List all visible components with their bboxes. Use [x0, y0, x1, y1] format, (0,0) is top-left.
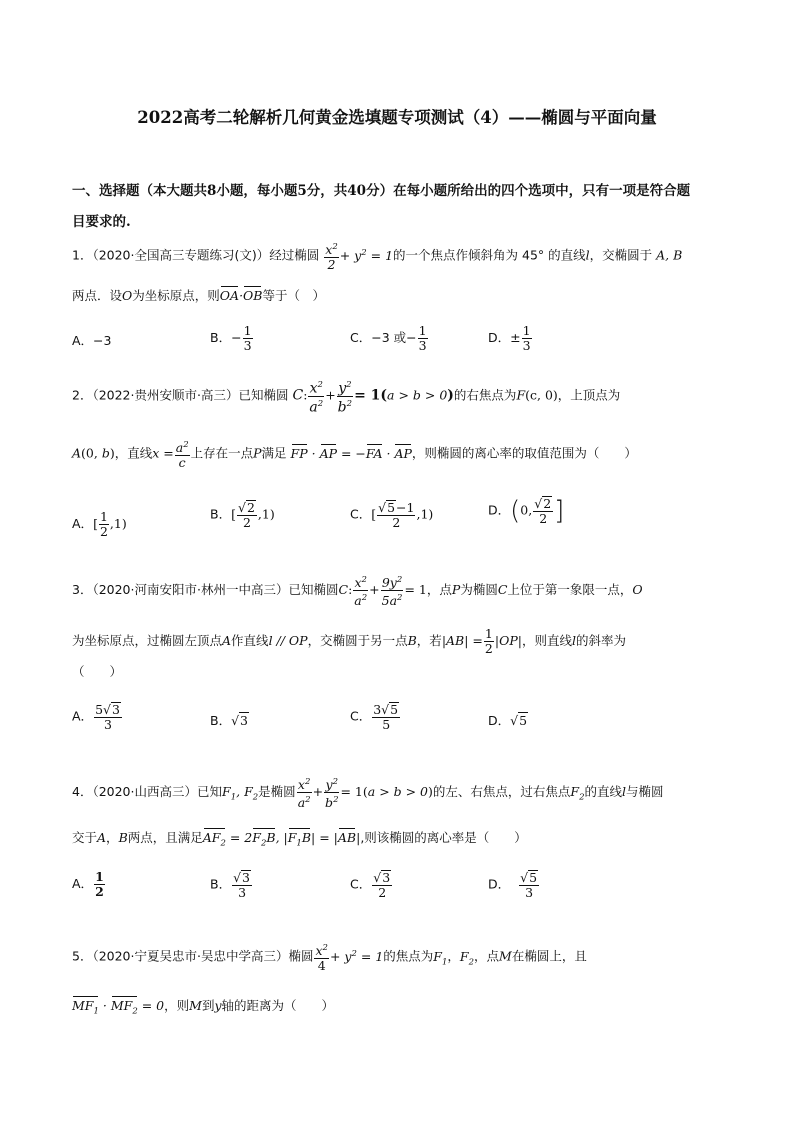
option-a[interactable]: A． $\frac{1}{2}$	[72, 869, 104, 899]
question-1-source: 1．（2020·全国高三专题练习(文)）	[72, 247, 270, 263]
option-d[interactable]: D．√5	[488, 713, 528, 728]
question-4-source: 4．（2020·山西高三）	[72, 784, 197, 800]
question-5-line2: $MF_1 \cdot MF_2 = 0$，则M到y轴的距离为（ ）	[72, 998, 334, 1020]
option-c[interactable]: C．−3 或− $\frac{1}{3}$	[350, 323, 427, 353]
question-4-line2: 交于A，B两点，且满足$AF_2 = 2F_2B$, $|F_1B| = |AB|$,则该椭圆的离心率是（ ）	[72, 830, 527, 852]
option-a[interactable]: A． $\frac{5√3}{3}$	[72, 702, 120, 732]
question-5-line1: 5．（2020·宁夏吴忠市·吴忠中学高三）椭圆 $\frac{x^2}{4}$ + $y^2 = 1$的焦点为$F_1$，$F_2$，点M在椭圆上，且	[72, 943, 587, 974]
option-d[interactable]: D． $\frac{√5}{3}$	[488, 870, 538, 900]
option-c[interactable]: C． $\frac{√3}{2}$	[350, 870, 391, 900]
question-1-line2: 两点．设O为坐标原点，则OA·OB等于（ ）	[72, 288, 325, 303]
question-2-source: 2．（2022·贵州安顺市·高三）	[72, 387, 239, 403]
question-4-line1: 4．（2020·山西高三）已知$F_1$, $F_2$是椭圆 $\frac{x^2}{a^2}$ + $\frac{y^2}{b^2}$ = 1(a > b > 0)的左、右焦点，过右焦点$F_2$的直线l与椭圆	[72, 777, 664, 811]
option-d[interactable]: D．± $\frac{1}{3}$	[488, 323, 531, 353]
option-d[interactable]: D．(0, $\frac{√2}{2}$ ]	[488, 496, 565, 526]
option-b[interactable]: B． $\frac{√3}{3}$	[210, 870, 250, 900]
option-a[interactable]: A．−3	[72, 333, 112, 348]
question-3-line2: 为坐标原点，过椭圆左顶点A作直线l // OP，交椭圆于另一点B，若|AB| = $\frac{1}{2}$ |OP|，则直线l的斜率为	[72, 626, 626, 656]
page-title: 2022高考二轮解析几何黄金选填题专项测试（4）——椭圆与平面向量	[137, 108, 657, 127]
question-3-line1: 3．（2020·河南安阳市·林州一中高三）已知椭圆C: $\frac{x^2}{a^2}$ + $\frac{9y^2}{5a^2}$ = 1，点P为椭圆C上位于第一象限一点，O	[72, 575, 643, 609]
option-c[interactable]: C． $\frac{3√5}{5}$	[350, 702, 399, 732]
option-c[interactable]: C．[ $\frac{√5-1}{2}$ ,1)	[350, 500, 434, 530]
option-b[interactable]: B．[ $\frac{√2}{2}$ ,1)	[210, 500, 275, 530]
question-2-line1: 2．（2022·贵州安顺市·高三）已知椭圆 C: $\frac{x^2}{a^2}$ + $\frac{y^2}{b^2}$ = 1(a > b > 0)的右焦点为F(c, 0)，上顶点为	[72, 380, 621, 416]
question-1-line1: 1．（2020·全国高三专题练习(文)）经过椭圆 $\frac{x^2}{2}$ + $y^2 = 1$的一个焦点作倾斜角为 45° 的直线l，交椭圆于 A, B	[72, 242, 683, 273]
question-3-line3: （ ）	[72, 664, 123, 679]
section-heading-line2: 目要求的.	[72, 214, 131, 230]
option-b[interactable]: B．√3	[210, 713, 248, 728]
question-2-line2: A(0, b)，直线x = $\frac{a^2}{c}$ 上存在一点P满足 FP · AP = −FA · AP，则椭圆的离心率的取值范围为（ ）	[72, 440, 637, 471]
option-b[interactable]: B．− $\frac{1}{3}$	[210, 323, 252, 353]
section-heading-line1: 一、选择题（本大题共8小题，每小题5分，共40分）在每小题所给出的四个选项中，只有一项是符合题	[72, 183, 691, 199]
option-a[interactable]: A．[ $\frac{1}{2}$ ,1)	[72, 509, 127, 539]
math-fraction: $\frac{x^2}{2}$	[325, 242, 338, 273]
question-5-source: 5．（2020·宁夏吴忠市·吴忠中学高三）	[72, 948, 289, 964]
question-3-source: 3．（2020·河南安阳市·林州一中高三）	[72, 582, 289, 598]
